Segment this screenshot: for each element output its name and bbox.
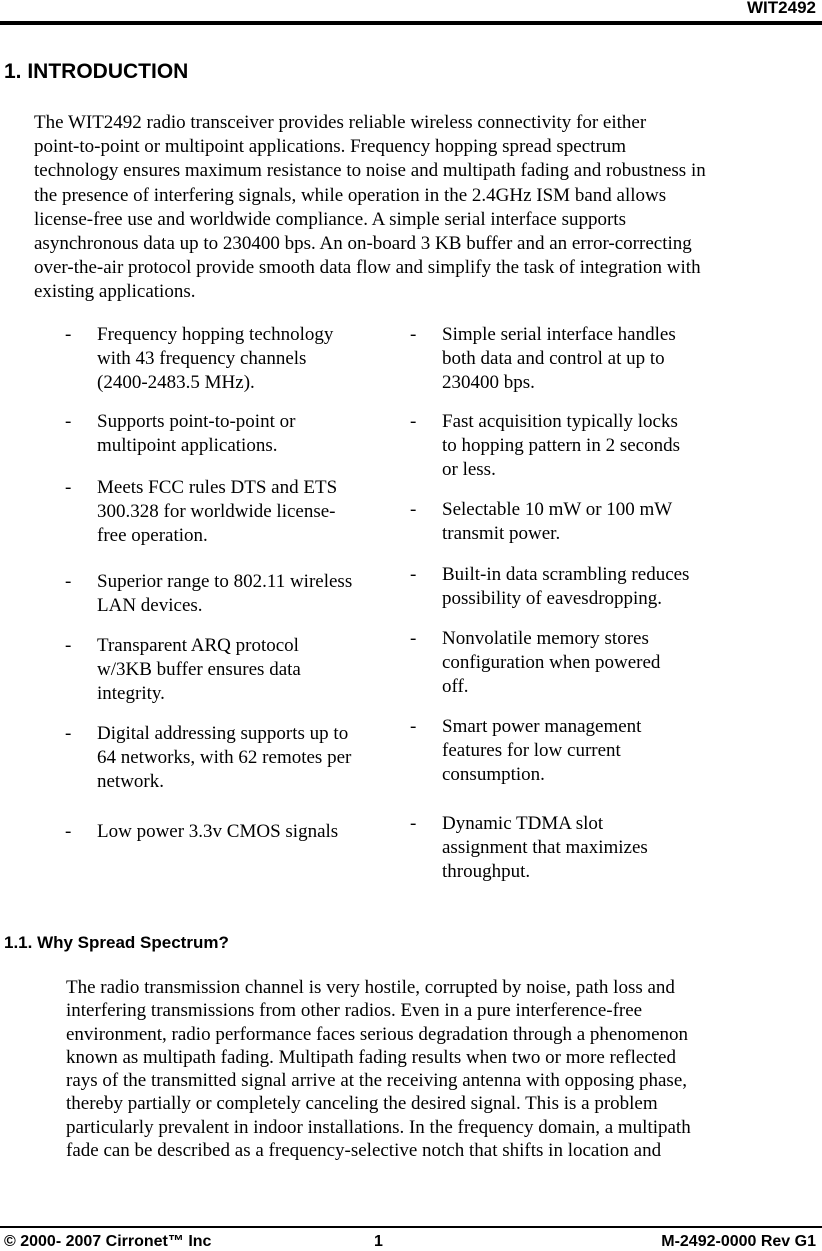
list-dash: - — [65, 477, 72, 498]
footer-doc-number: M-2492-0000 Rev G1 — [661, 1233, 816, 1250]
feature-line: multipoint applications. — [97, 435, 278, 456]
feature-line: integrity. — [97, 683, 165, 704]
feature-line: Transparent ARQ protocol — [97, 635, 299, 656]
paragraph-line: fade can be described as a frequency-selective notch that shifts in location and — [66, 1140, 662, 1162]
feature-line: Supports point-to-point or — [97, 411, 296, 432]
feature-line: (2400-2483.5 MHz). — [97, 372, 255, 393]
paragraph-line: interfering transmissions from other radios. Even in a pure interference-free — [66, 1000, 643, 1022]
list-dash: - — [65, 324, 72, 345]
list-dash: - — [410, 813, 417, 834]
feature-line: Nonvolatile memory stores — [442, 628, 649, 649]
feature-line: Frequency hopping technology — [97, 324, 334, 345]
feature-line: to hopping pattern in 2 seconds — [442, 435, 680, 456]
feature-line: transmit power. — [442, 523, 561, 544]
feature-line: network. — [97, 771, 165, 792]
paragraph-line: The WIT2492 radio transceiver provides reliable wireless connectivity for either — [34, 112, 647, 133]
list-dash: - — [410, 628, 417, 649]
paragraph-line: The radio transmission channel is very hostile, corrupted by noise, path loss and — [66, 977, 675, 998]
list-dash: - — [65, 411, 72, 432]
footer-copyright: © 2000- 2007 Cirronet™ Inc — [4, 1233, 212, 1250]
introduction-paragraph — [34, 111, 794, 305]
feature-line: Selectable 10 mW or 100 mW — [442, 499, 673, 520]
feature-line: Meets FCC rules DTS and ETS — [97, 477, 338, 498]
feature-line: or less. — [442, 459, 496, 480]
footer-page-number: 1 — [374, 1233, 383, 1250]
list-dash: - — [65, 821, 72, 842]
list-dash: - — [65, 723, 72, 744]
feature-line: Dynamic TDMA slot — [442, 813, 604, 834]
list-dash: - — [410, 499, 417, 520]
feature-line: w/3KB buffer ensures data — [97, 659, 301, 680]
paragraph-line: point-to-point or multipoint applications. Frequency hopping spread spectrum — [34, 136, 627, 158]
feature-line: off. — [442, 676, 469, 697]
feature-line: consumption. — [442, 764, 545, 785]
footer-rule — [0, 1226, 822, 1228]
feature-line: configuration when powered — [442, 652, 661, 673]
paragraph-line: the presence of interfering signals, while operation in the 2.4GHz ISM band allows — [34, 184, 667, 206]
section-heading-why-spread-spectrum: 1.1. Why Spread Spectrum? — [4, 933, 229, 952]
spread-spectrum-paragraph — [66, 976, 786, 1162]
header-doc-id: WIT2492 — [747, 0, 816, 17]
list-dash: - — [410, 324, 417, 345]
feature-line: throughput. — [442, 861, 531, 882]
feature-line: Low power 3.3v CMOS signals — [97, 821, 339, 842]
paragraph-line: technology ensures maximum resistance to noise and multipath fading and robustness in — [34, 160, 706, 182]
paragraph-line: rays of the transmitted signal arrive at the receiving antenna with opposing phase, — [66, 1070, 688, 1092]
header-rule — [0, 21, 822, 25]
feature-line: LAN devices. — [97, 595, 203, 616]
paragraph-line: particularly prevalent in indoor installations. In the frequency domain, a multipath — [66, 1116, 691, 1138]
feature-line: features for low current — [442, 740, 621, 761]
feature-line: Digital addressing supports up to — [97, 723, 349, 744]
list-dash: - — [410, 411, 417, 432]
feature-line: with 43 frequency channels — [97, 348, 307, 369]
list-dash: - — [65, 635, 72, 656]
feature-line: free operation. — [97, 525, 208, 546]
paragraph-line: license-free use and worldwide compliance. A simple serial interface supports — [34, 208, 626, 230]
feature-line: 300.328 for worldwide license- — [97, 501, 336, 522]
feature-line: assignment that maximizes — [442, 837, 648, 858]
paragraph-line: over-the-air protocol provide smooth data flow and simplify the task of integration with — [34, 257, 701, 279]
feature-line: Smart power management — [442, 716, 642, 737]
feature-line: 64 networks, with 62 remotes per — [97, 747, 352, 768]
feature-line: Fast acquisition typically locks — [442, 411, 678, 432]
paragraph-line: known as multipath fading. Multipath fading results when two or more reflected — [66, 1046, 676, 1068]
paragraph-line: asynchronous data up to 230400 bps. An on-board 3 KB buffer and an error-correcting — [34, 233, 692, 255]
list-dash: - — [65, 571, 72, 592]
feature-line: Simple serial interface handles — [442, 324, 676, 345]
feature-line: Built-in data scrambling reduces — [442, 564, 690, 585]
section-heading-introduction: 1. INTRODUCTION — [4, 60, 189, 83]
feature-line: 230400 bps. — [442, 372, 535, 393]
paragraph-line: existing applications. — [34, 281, 196, 303]
list-dash: - — [410, 716, 417, 737]
feature-line: Superior range to 802.11 wireless — [97, 571, 353, 592]
paragraph-line: environment, radio performance faces serious degradation through a phenomenon — [66, 1023, 689, 1045]
list-dash: - — [410, 564, 417, 585]
feature-line: both data and control at up to — [442, 348, 665, 369]
feature-line: possibility of eavesdropping. — [442, 588, 663, 609]
paragraph-line: thereby partially or completely canceling the desired signal. This is a problem — [66, 1093, 658, 1115]
